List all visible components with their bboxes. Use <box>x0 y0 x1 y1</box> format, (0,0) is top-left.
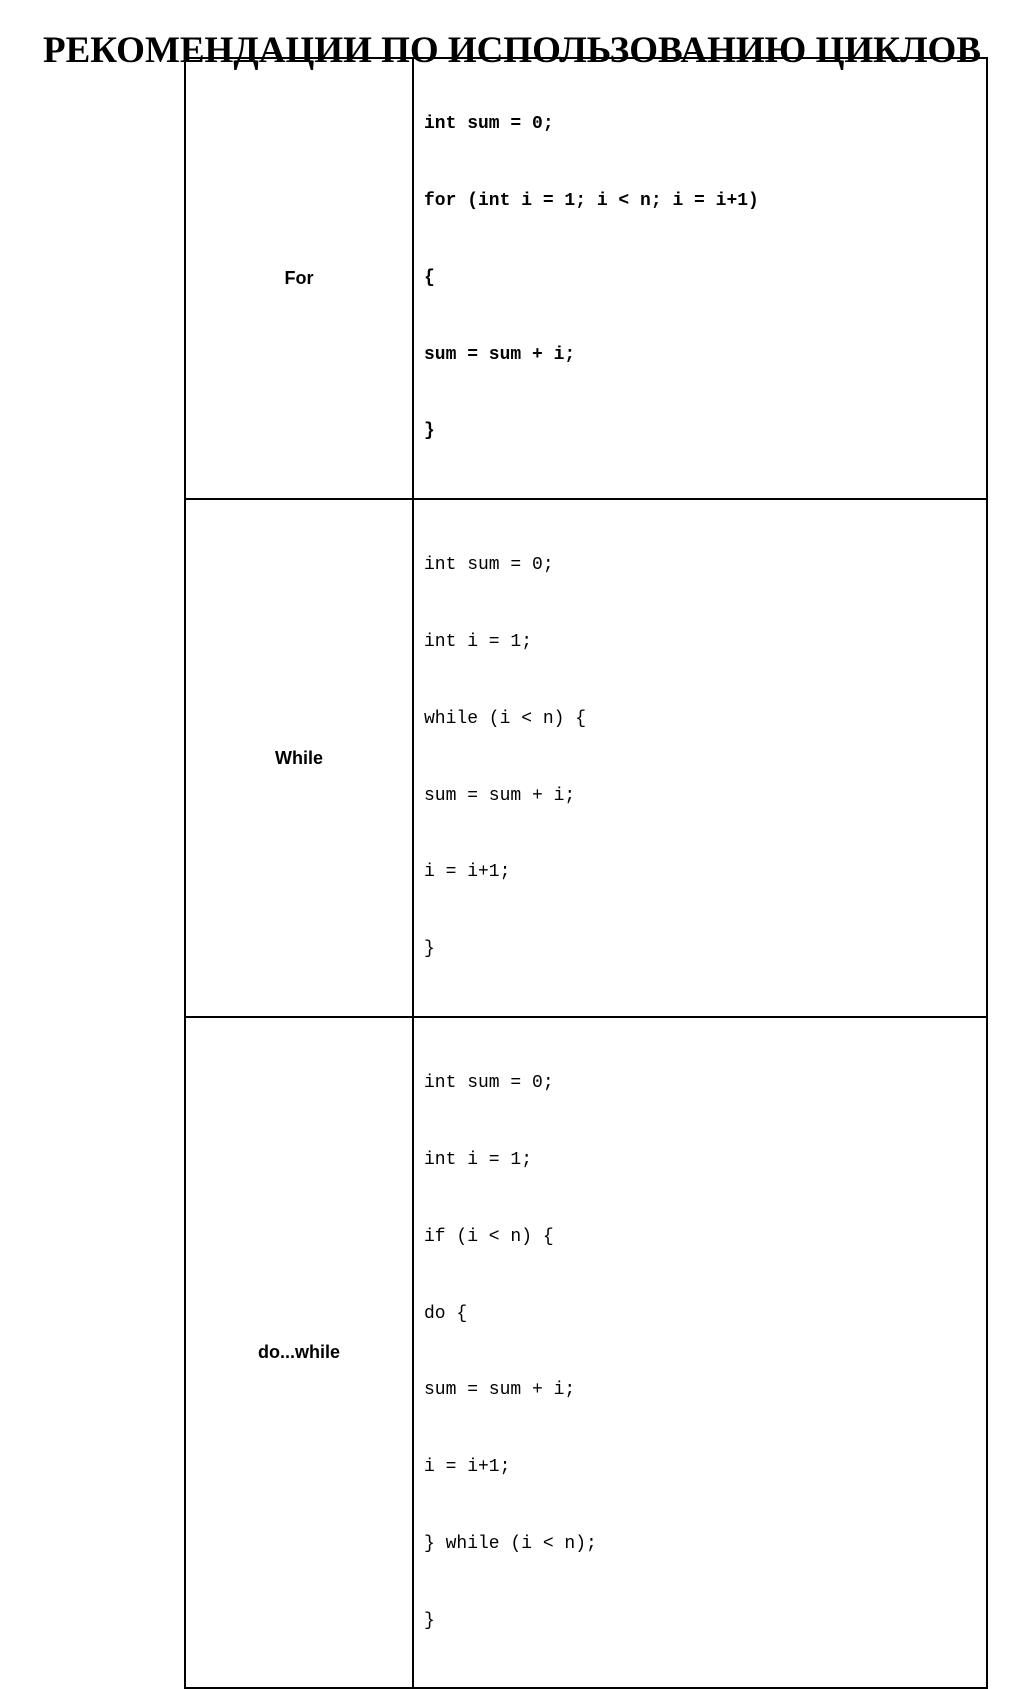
code-line: } while (i < n); <box>424 1533 597 1554</box>
page-title: РЕКОМЕНДАЦИИ ПО ИСПОЛЬЗОВАНИЮ ЦИКЛОВ <box>42 29 982 71</box>
code-line: do { <box>424 1303 468 1324</box>
code-line: i = i+1; <box>424 1457 511 1478</box>
loop-name-cell: While <box>185 499 413 1017</box>
code-line: int i = 1; <box>424 1149 533 1170</box>
table-row <box>185 1017 987 1688</box>
loop-name-cell: do...while <box>185 1017 413 1688</box>
code-line: } <box>424 421 435 442</box>
loop-name-cell: For <box>185 58 413 499</box>
loop-comparison-table <box>184 57 988 1689</box>
table-row <box>185 499 987 1017</box>
code-line: i = i+1; <box>424 862 511 883</box>
table-row <box>185 58 987 499</box>
code-line: } <box>424 939 435 960</box>
code-line: sum = sum + i; <box>424 344 576 365</box>
code-line: } <box>424 1610 435 1631</box>
code-line: { <box>424 267 435 288</box>
code-line: sum = sum + i; <box>424 1380 576 1401</box>
code-line: for (int i = 1; i < n; i = i+1) <box>424 190 759 211</box>
code-block <box>424 1018 986 1687</box>
code-line: sum = sum + i; <box>424 785 576 806</box>
code-line: while (i < n) { <box>424 708 587 729</box>
code-cell <box>413 58 987 499</box>
code-cell <box>413 499 987 1017</box>
code-line: int i = 1; <box>424 632 533 653</box>
code-line: if (i < n) { <box>424 1226 554 1247</box>
code-line: int sum = 0; <box>424 555 554 576</box>
code-block <box>424 500 986 1016</box>
code-block <box>424 59 986 498</box>
code-line: int sum = 0; <box>424 1073 554 1094</box>
code-line: int sum = 0; <box>424 114 554 135</box>
code-cell <box>413 1017 987 1688</box>
